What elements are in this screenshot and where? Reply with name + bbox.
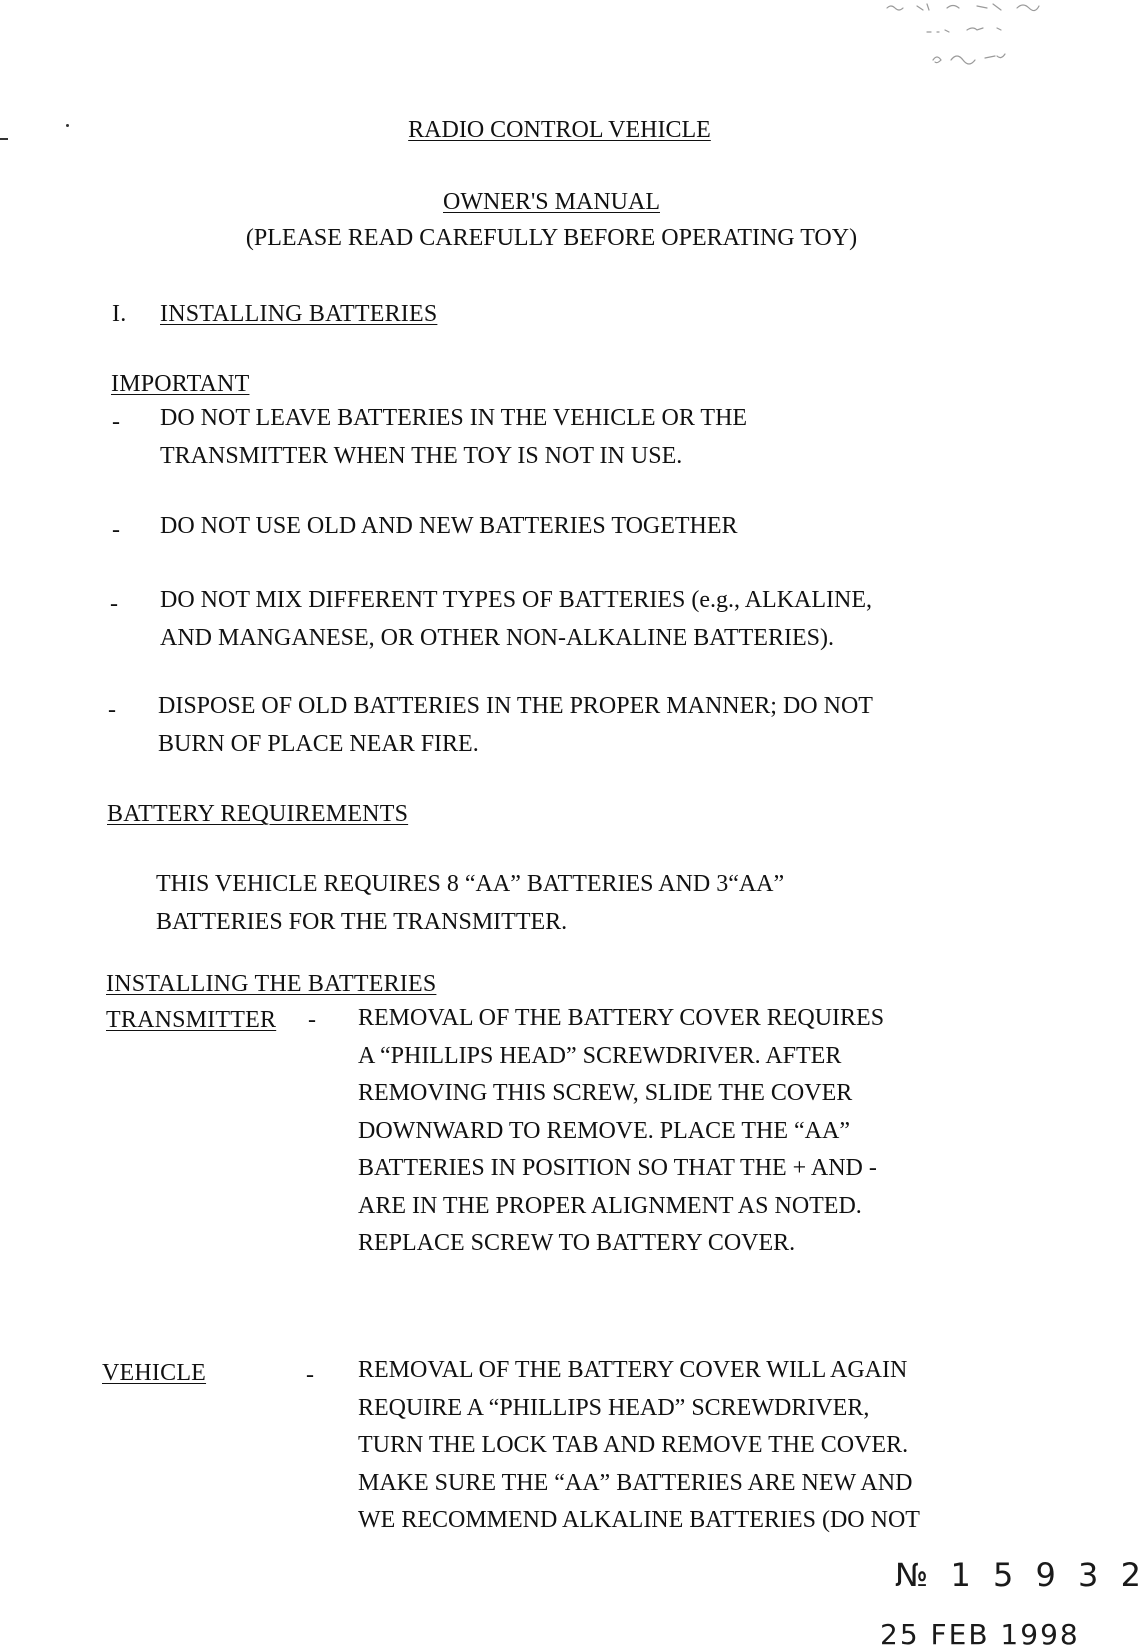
instruction-line: REPLACE SCREW TO BATTERY COVER. (358, 1230, 796, 1256)
important-item (160, 400, 747, 475)
section-number: I. (112, 301, 127, 327)
document-stamp-number: № 1 5 9 3 2 (895, 1556, 1147, 1594)
vehicle-instructions (358, 1352, 920, 1540)
instruction-line: A “PHILLIPS HEAD” SCREWDRIVER. AFTER (358, 1042, 842, 1069)
instruction-line: REQUIRE A “PHILLIPS HEAD” SCREWDRIVER, (358, 1394, 870, 1421)
battery-requirements-heading: BATTERY REQUIREMENTS (107, 801, 409, 827)
handwritten-annotation (867, 0, 1057, 80)
item-line: DO NOT LEAVE BATTERIES IN THE VEHICLE OR THE (160, 405, 748, 431)
document-title: RADIO CONTROL VEHICLE (408, 117, 711, 143)
item-line: DO NOT USE OLD AND NEW BATTERIES TOGETHER (160, 513, 738, 539)
instruction-line: REMOVAL OF THE BATTERY COVER REQUIRES (358, 1005, 885, 1031)
bullet-dash: - (112, 517, 120, 543)
item-line: TRANSMITTER WHEN THE TOY IS NOT IN USE. (160, 442, 683, 469)
battery-requirements-text (156, 866, 784, 941)
section-heading: INSTALLING BATTERIES (160, 301, 438, 327)
important-heading: IMPORTANT (111, 371, 250, 397)
instruction-line: BATTERIES IN POSITION SO THAT THE + AND - (358, 1155, 877, 1181)
bullet-dash: - (110, 591, 118, 617)
important-item (160, 508, 738, 546)
transmitter-instructions (358, 1000, 884, 1263)
instruction-line: TURN THE LOCK TAB AND REMOVE THE COVER. (358, 1432, 909, 1458)
vehicle-label: VEHICLE (102, 1360, 207, 1386)
instruction-line: DOWNWARD TO REMOVE. PLACE THE “AA” (358, 1117, 850, 1144)
document-stamp-date: 25 FEB 1998 (880, 1618, 1080, 1651)
instruction-line: REMOVAL OF THE BATTERY COVER WILL AGAIN (358, 1357, 908, 1383)
item-line: BURN OF PLACE NEAR FIRE. (158, 730, 479, 757)
bullet-dash: - (112, 409, 120, 435)
vehicle-dash: - (306, 1362, 314, 1388)
instruction-line: REMOVING THIS SCREW, SLIDE THE COVER (358, 1080, 853, 1106)
requirements-line: BATTERIES FOR THE TRANSMITTER. (156, 908, 568, 935)
document-subtitle: OWNER'S MANUAL (443, 189, 660, 215)
bullet-dash: - (108, 697, 116, 723)
document-subtitle-note: (PLEASE READ CAREFULLY BEFORE OPERATING TOY) (245, 225, 858, 251)
instruction-line: MAKE SURE THE “AA” BATTERIES ARE NEW AND (358, 1469, 913, 1496)
important-item (158, 688, 873, 763)
item-line: DISPOSE OF OLD BATTERIES IN THE PROPER MANNER; DO NOT (158, 693, 873, 719)
transmitter-label: TRANSMITTER (106, 1007, 277, 1033)
installing-heading: INSTALLING THE BATTERIES (106, 971, 437, 997)
scan-edge-mark (0, 138, 8, 140)
item-line: AND MANGANESE, OR OTHER NON-ALKALINE BATTERIES). (160, 624, 834, 651)
requirements-line: THIS VEHICLE REQUIRES 8 “AA” BATTERIES AND 3“AA” (156, 871, 785, 897)
instruction-line: ARE IN THE PROPER ALIGNMENT AS NOTED. (358, 1192, 862, 1219)
instruction-line: WE RECOMMEND ALKALINE BATTERIES (DO NOT (358, 1507, 920, 1533)
important-item (160, 582, 872, 657)
item-line: DO NOT MIX DIFFERENT TYPES OF BATTERIES (e.g., ALKALINE, (160, 587, 873, 613)
transmitter-dash: - (308, 1007, 316, 1033)
